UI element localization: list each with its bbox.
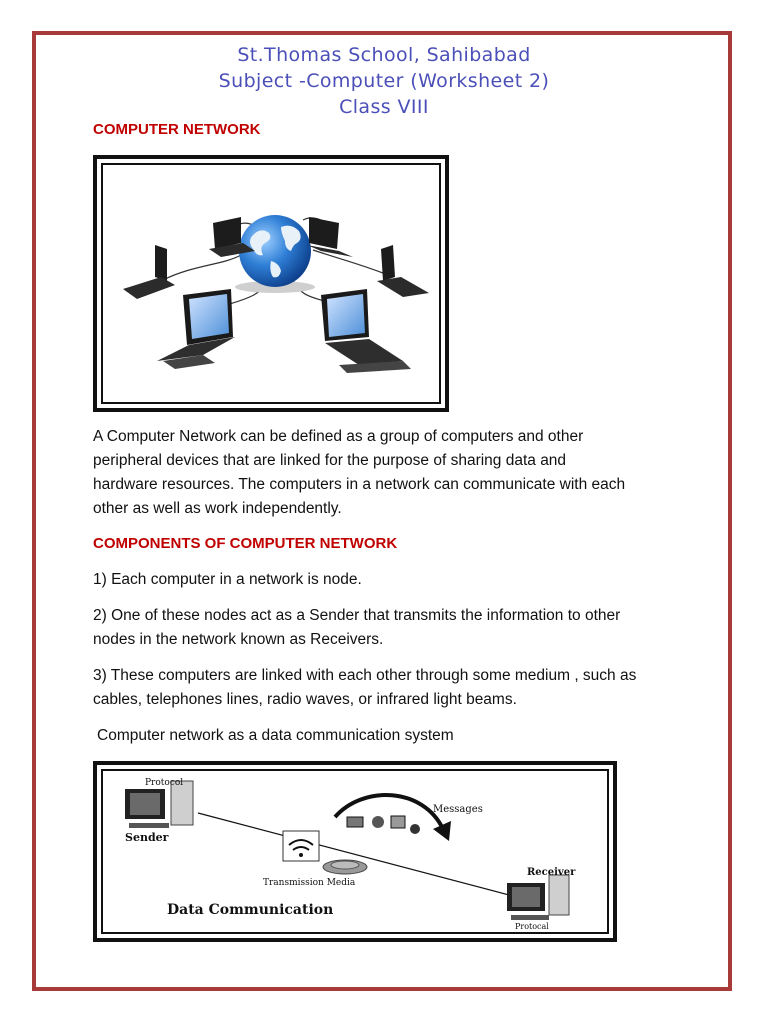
component-item-2 xyxy=(93,604,693,652)
network-illustration xyxy=(103,165,441,404)
sender-label: Sender xyxy=(125,831,169,844)
messages-label: Messages xyxy=(433,804,483,815)
globe-icon xyxy=(235,215,315,293)
component-item-line: 3) These computers are linked with each other through some medium , such as xyxy=(93,667,637,684)
data-communication-diagram xyxy=(103,771,609,934)
data-communication-frame xyxy=(93,761,617,942)
sender-computer-icon xyxy=(125,781,193,828)
network-illustration-frame xyxy=(93,155,449,412)
component-item-1: 1) Each computer in a network is node. xyxy=(93,571,362,588)
laptop-icon xyxy=(157,289,235,369)
component-item-line: nodes in the network known as Receivers. xyxy=(93,631,384,648)
laptop-icon xyxy=(307,217,353,257)
receiver-label: Receiver xyxy=(527,867,576,878)
receiver-computer-icon xyxy=(507,875,569,920)
message-symbols-icon xyxy=(347,816,420,834)
definition-line: A Computer Network can be defined as a group of computers and other xyxy=(93,428,584,445)
definition-line: hardware resources. The computers in a network can communicate with each xyxy=(93,476,626,493)
component-item-3 xyxy=(93,664,693,712)
laptop-icon xyxy=(377,245,429,297)
protocol-bottom-label: Protocal xyxy=(515,922,549,931)
cable-coil-icon xyxy=(323,860,367,874)
definition-paragraph xyxy=(93,425,693,521)
school-title: St.Thomas School, Sahibabad xyxy=(237,44,531,66)
laptop-icon xyxy=(321,289,411,373)
subject-title: Subject -Computer (Worksheet 2) xyxy=(218,70,550,92)
section-heading-components: COMPONENTS OF COMPUTER NETWORK xyxy=(93,535,398,552)
class-title: Class VIII xyxy=(339,96,429,118)
component-item-line: cables, telephones lines, radio waves, or infrared light beams. xyxy=(93,691,517,708)
laptop-icon xyxy=(123,245,175,299)
component-item-line: 2) One of these nodes act as a Sender that transmits the information to other xyxy=(93,607,621,624)
diagram-caption: Computer network as a data communication system xyxy=(97,727,454,744)
definition-line: peripheral devices that are linked for the purpose of sharing data and xyxy=(93,452,567,469)
transmission-media-label: Transmission Media xyxy=(263,878,356,888)
protocol-top-label: Protocol xyxy=(145,778,184,788)
section-heading-computer-network: COMPUTER NETWORK xyxy=(93,121,261,138)
data-communication-title: Data Communication xyxy=(167,902,334,918)
wifi-icon xyxy=(283,831,319,861)
definition-line: other as well as work independently. xyxy=(93,500,342,517)
